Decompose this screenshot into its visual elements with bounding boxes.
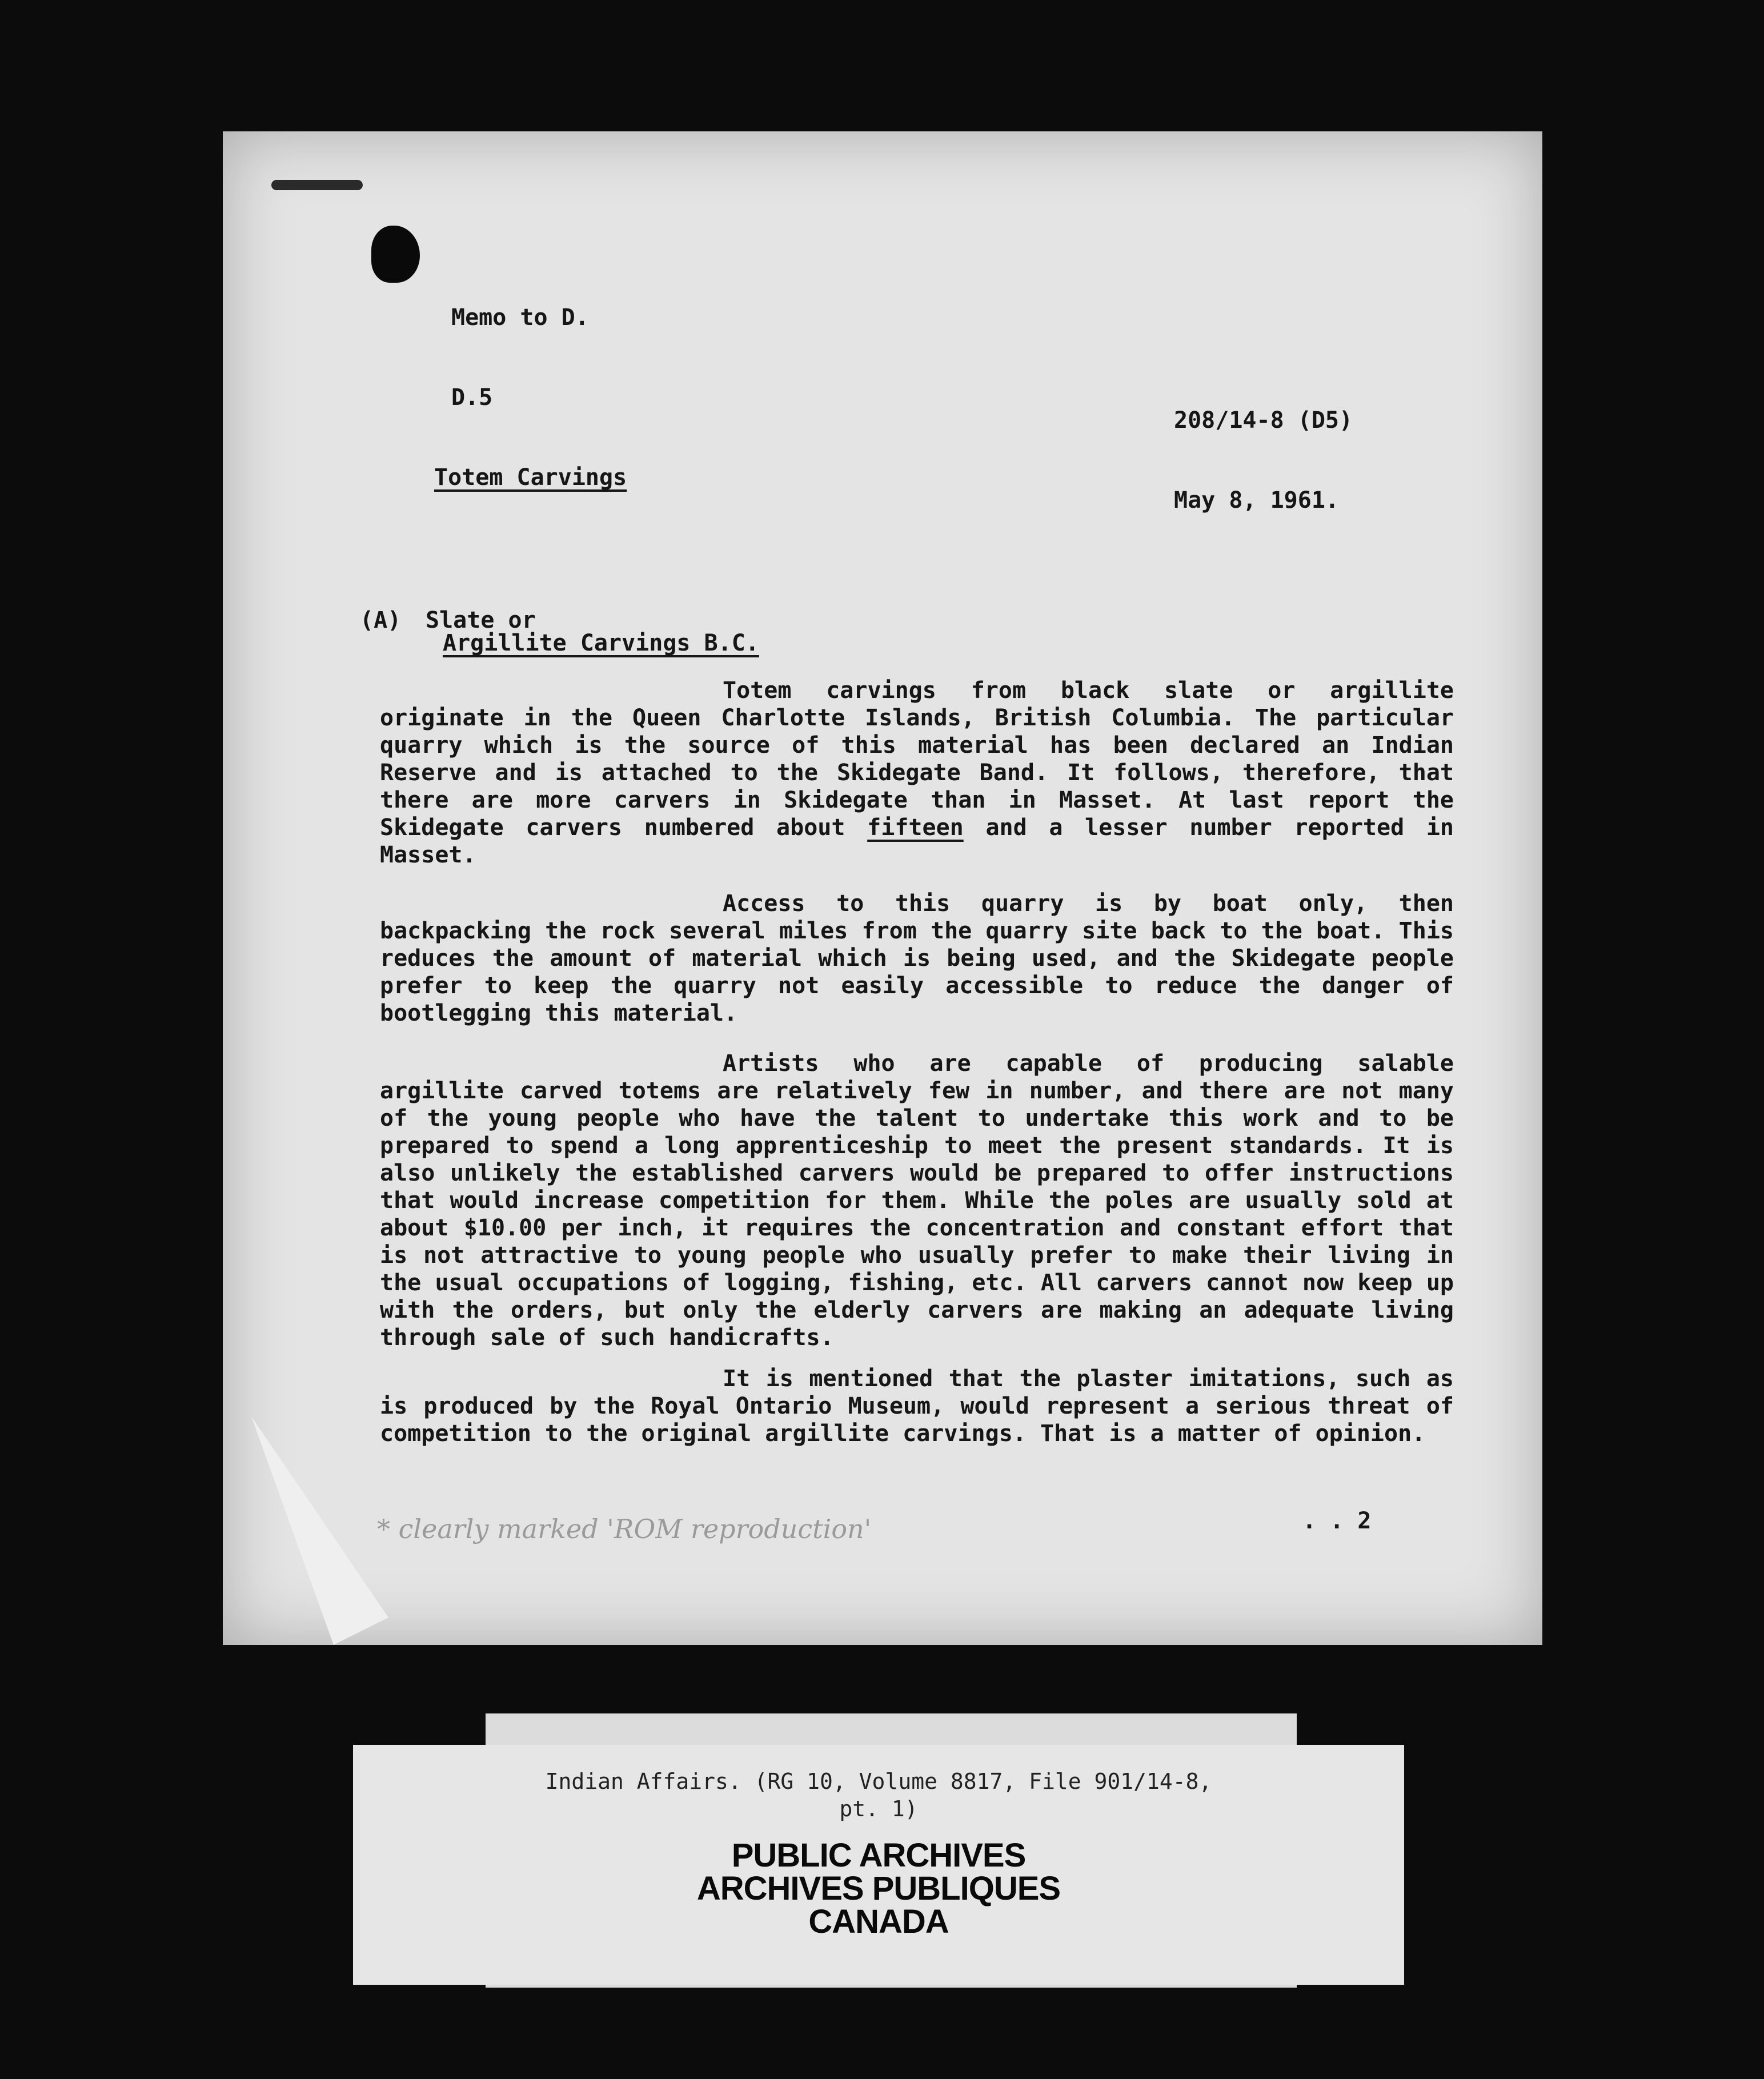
memo-subject: Totem Carvings bbox=[434, 464, 627, 491]
paragraph-1-tail: and a lesser number reported in Masset. bbox=[380, 814, 1454, 868]
archive-name-fr: ARCHIVES PUBLIQUES bbox=[696, 1870, 1061, 1907]
section-heading-line1: Slate or bbox=[426, 607, 536, 633]
ink-scrawl bbox=[271, 180, 363, 190]
section-heading-line2: Argillite Carvings B.C. bbox=[443, 630, 759, 656]
paragraph-1-text: Totem carvings from black slate or argillite originate in the Queen Charlotte Islands, British Columbia. The particular quarry which is the source of this material has been declared an Indian Reserve and is attached to the Skidegate Band. It follows, therefore, that there are more carvers in Skidegate than in Masset. At last report the Skidegate carvers numbered about bbox=[380, 677, 1454, 841]
archive-country: CANADA bbox=[808, 1903, 949, 1940]
archive-label bbox=[353, 1745, 1404, 1985]
citation-line-2: pt. 1) bbox=[839, 1796, 918, 1821]
handwritten-annotation: * clearly marked 'ROM reproduction' bbox=[377, 1514, 872, 1544]
paragraph-3: Artists who are capable of producing salable argillite carved totems are relatively few in number, and there are not many of the young people who have the talent to undertake this work and to be prepared to spend a long apprenticeship to meet the present standards. It is also unlikely the established carvers would be prepared to offer instructions that would increase competition for them. While the poles are usually sold at about $10.00 per inch, it requires the concentration and constant effort that is not attractive to young people who usually prefer to make their living in the usual occupations of logging, fishing, etc. All carvers cannot now keep up with the orders, but only the elderly carvers are making an adequate living through sale of such handicrafts. bbox=[380, 1050, 1454, 1351]
section-marker: (A) bbox=[360, 607, 402, 633]
page-continuation: . . 2 bbox=[1302, 1508, 1372, 1534]
memo-from: D.5 bbox=[451, 384, 493, 411]
paragraph-2: Access to this quarry is by boat only, then backpacking the rock several miles from the quarry site back to the boat. This reduces the amount of material which is being used, and the Skidegate people prefer to keep the quarry not easily accessible to reduce the danger of bootlegging this material. bbox=[380, 890, 1454, 1026]
emphasis-fifteen: fifteen bbox=[867, 814, 964, 841]
file-reference: 208/14-8 (D5) bbox=[1174, 407, 1353, 434]
ink-blot bbox=[371, 226, 420, 283]
citation-line-1: Indian Affairs. (RG 10, Volume 8817, File 901/14-8, bbox=[545, 1769, 1212, 1794]
memo-to: Memo to D. bbox=[451, 304, 589, 331]
archive-name-en: PUBLIC ARCHIVES bbox=[731, 1837, 1026, 1874]
paragraph-4: It is mentioned that the plaster imitations, such as is produced by the Royal Ontario Museum, would represent a serious threat of competition to the original argillite carvings. That is a matter of opinion. bbox=[380, 1366, 1454, 1447]
paragraph-1 bbox=[380, 677, 1454, 869]
memo-date: May 8, 1961. bbox=[1174, 487, 1339, 513]
